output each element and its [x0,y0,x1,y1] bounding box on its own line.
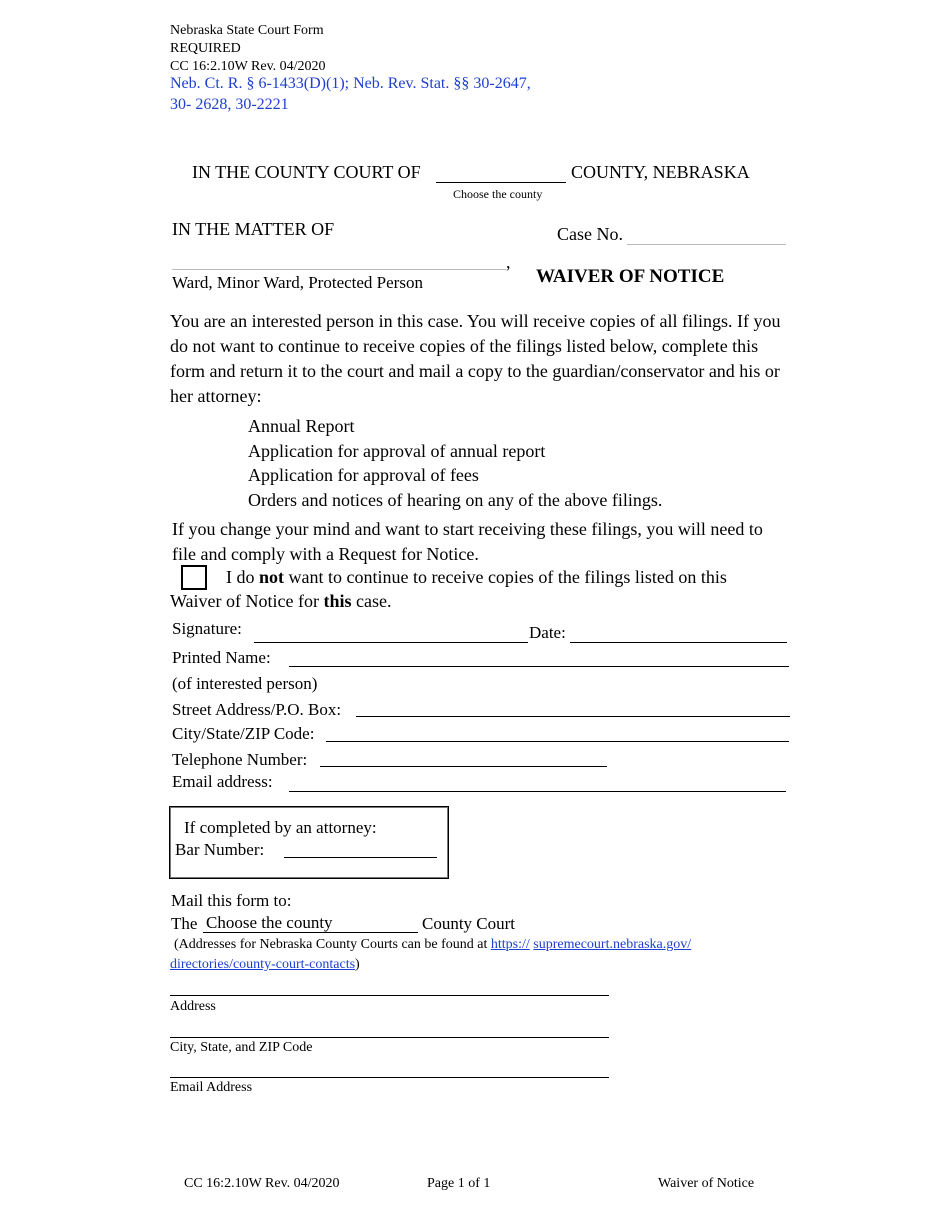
waiver-statement-line2: Waiver of Notice for this case. [170,591,392,611]
address-note-line1: (Addresses for Nebraska County Courts can be found at https:// supremecourt.nebraska.gov/ [174,937,692,952]
court-address-label: Address [170,999,216,1014]
form-number: CC 16:2.10W Rev. 04/2020 [170,59,326,74]
case-number-field[interactable] [627,244,786,245]
bar-number-field[interactable] [284,857,437,858]
mail-the: The [171,914,198,933]
court-city-field[interactable] [170,1037,609,1038]
attorney-label: If completed by an attorney: [184,818,377,837]
court-suffix: COUNTY, NEBRASKA [571,162,750,182]
email-field[interactable] [289,791,786,792]
address-note-line2: directories/county-court-contacts) [170,957,360,972]
bar-number-label: Bar Number: [175,840,265,859]
court-directory-link-part3[interactable]: directories/county-court-contacts [170,957,356,972]
telephone-label: Telephone Number: [172,750,308,769]
matter-label: IN THE MATTER OF [172,219,335,239]
footer-title: Waiver of Notice [658,1176,755,1191]
city-state-zip-label: City/State/ZIP Code: [172,724,315,743]
date-label: Date: [529,623,566,642]
printed-name-field[interactable] [289,666,789,667]
form-source: Nebraska State Court Form [170,23,324,38]
form-title: WAIVER OF NOTICE [536,266,725,287]
form-required-label: REQUIRED [170,41,241,56]
list-item: Annual Report [248,416,355,436]
case-number-label: Case No. [557,224,623,244]
court-directory-link-part2[interactable]: supremecourt.nebraska.gov/ [533,937,692,952]
list-item: Orders and notices of hearing on any of the above filings. [248,490,663,510]
waiver-checkbox[interactable] [181,565,207,590]
statute-reference-line2: 30- 2628, 30-2221 [170,96,289,113]
statute-reference-line1: Neb. Ct. R. § 6-1433(D)(1); Neb. Rev. Stat. §§ 30-2647, [170,75,531,92]
date-field[interactable] [570,642,787,643]
court-address-field[interactable] [170,995,609,996]
ward-label: Ward, Minor Ward, Protected Person [172,273,423,292]
county-blank-line[interactable] [436,182,566,183]
footer-form-number: CC 16:2.10W Rev. 04/2020 [184,1176,340,1191]
interested-person-note: (of interested person) [172,674,318,693]
county-court-select-line [203,932,418,933]
footer-page-number: Page 1 of 1 [427,1176,491,1191]
printed-name-label: Printed Name: [172,648,271,667]
court-email-field[interactable] [170,1077,609,1078]
email-label: Email address: [172,772,273,791]
waiver-statement-line1: I do not want to continue to receive copies of the filings listed on this [226,567,727,587]
telephone-field[interactable] [320,766,607,767]
city-state-zip-field[interactable] [326,741,789,742]
court-directory-link-part1[interactable]: https:// [490,937,530,952]
intro-paragraph: You are an interested person in this case. You will receive copies of all filings. If you do not want to continue to receive copies of the filings listed below, complete this form and return it to the court and mail a copy to the guardian/conservator and his or her attorney: [170,311,781,406]
list-item: Application for approval of fees [248,465,479,485]
list-item: Application for approval of annual report [248,441,546,461]
county-hint: Choose the county [453,187,543,201]
caption-comma: , [506,252,511,272]
county-court-select[interactable]: Choose the county [206,913,333,932]
county-court-label: County Court [422,914,516,933]
signature-label: Signature: [172,619,242,638]
ward-name-field[interactable] [172,269,506,270]
court-prefix: IN THE COUNTY COURT OF [192,162,421,182]
change-mind-paragraph: If you change your mind and want to start receiving these filings, you will need to file and comply with a Request for Notice. [172,519,763,564]
court-email-label: Email Address [170,1080,253,1095]
street-address-label: Street Address/P.O. Box: [172,700,342,719]
court-city-label: City, State, and ZIP Code [170,1040,313,1055]
signature-field[interactable] [254,642,528,643]
mail-label: Mail this form to: [171,891,292,910]
street-address-field[interactable] [356,716,790,717]
